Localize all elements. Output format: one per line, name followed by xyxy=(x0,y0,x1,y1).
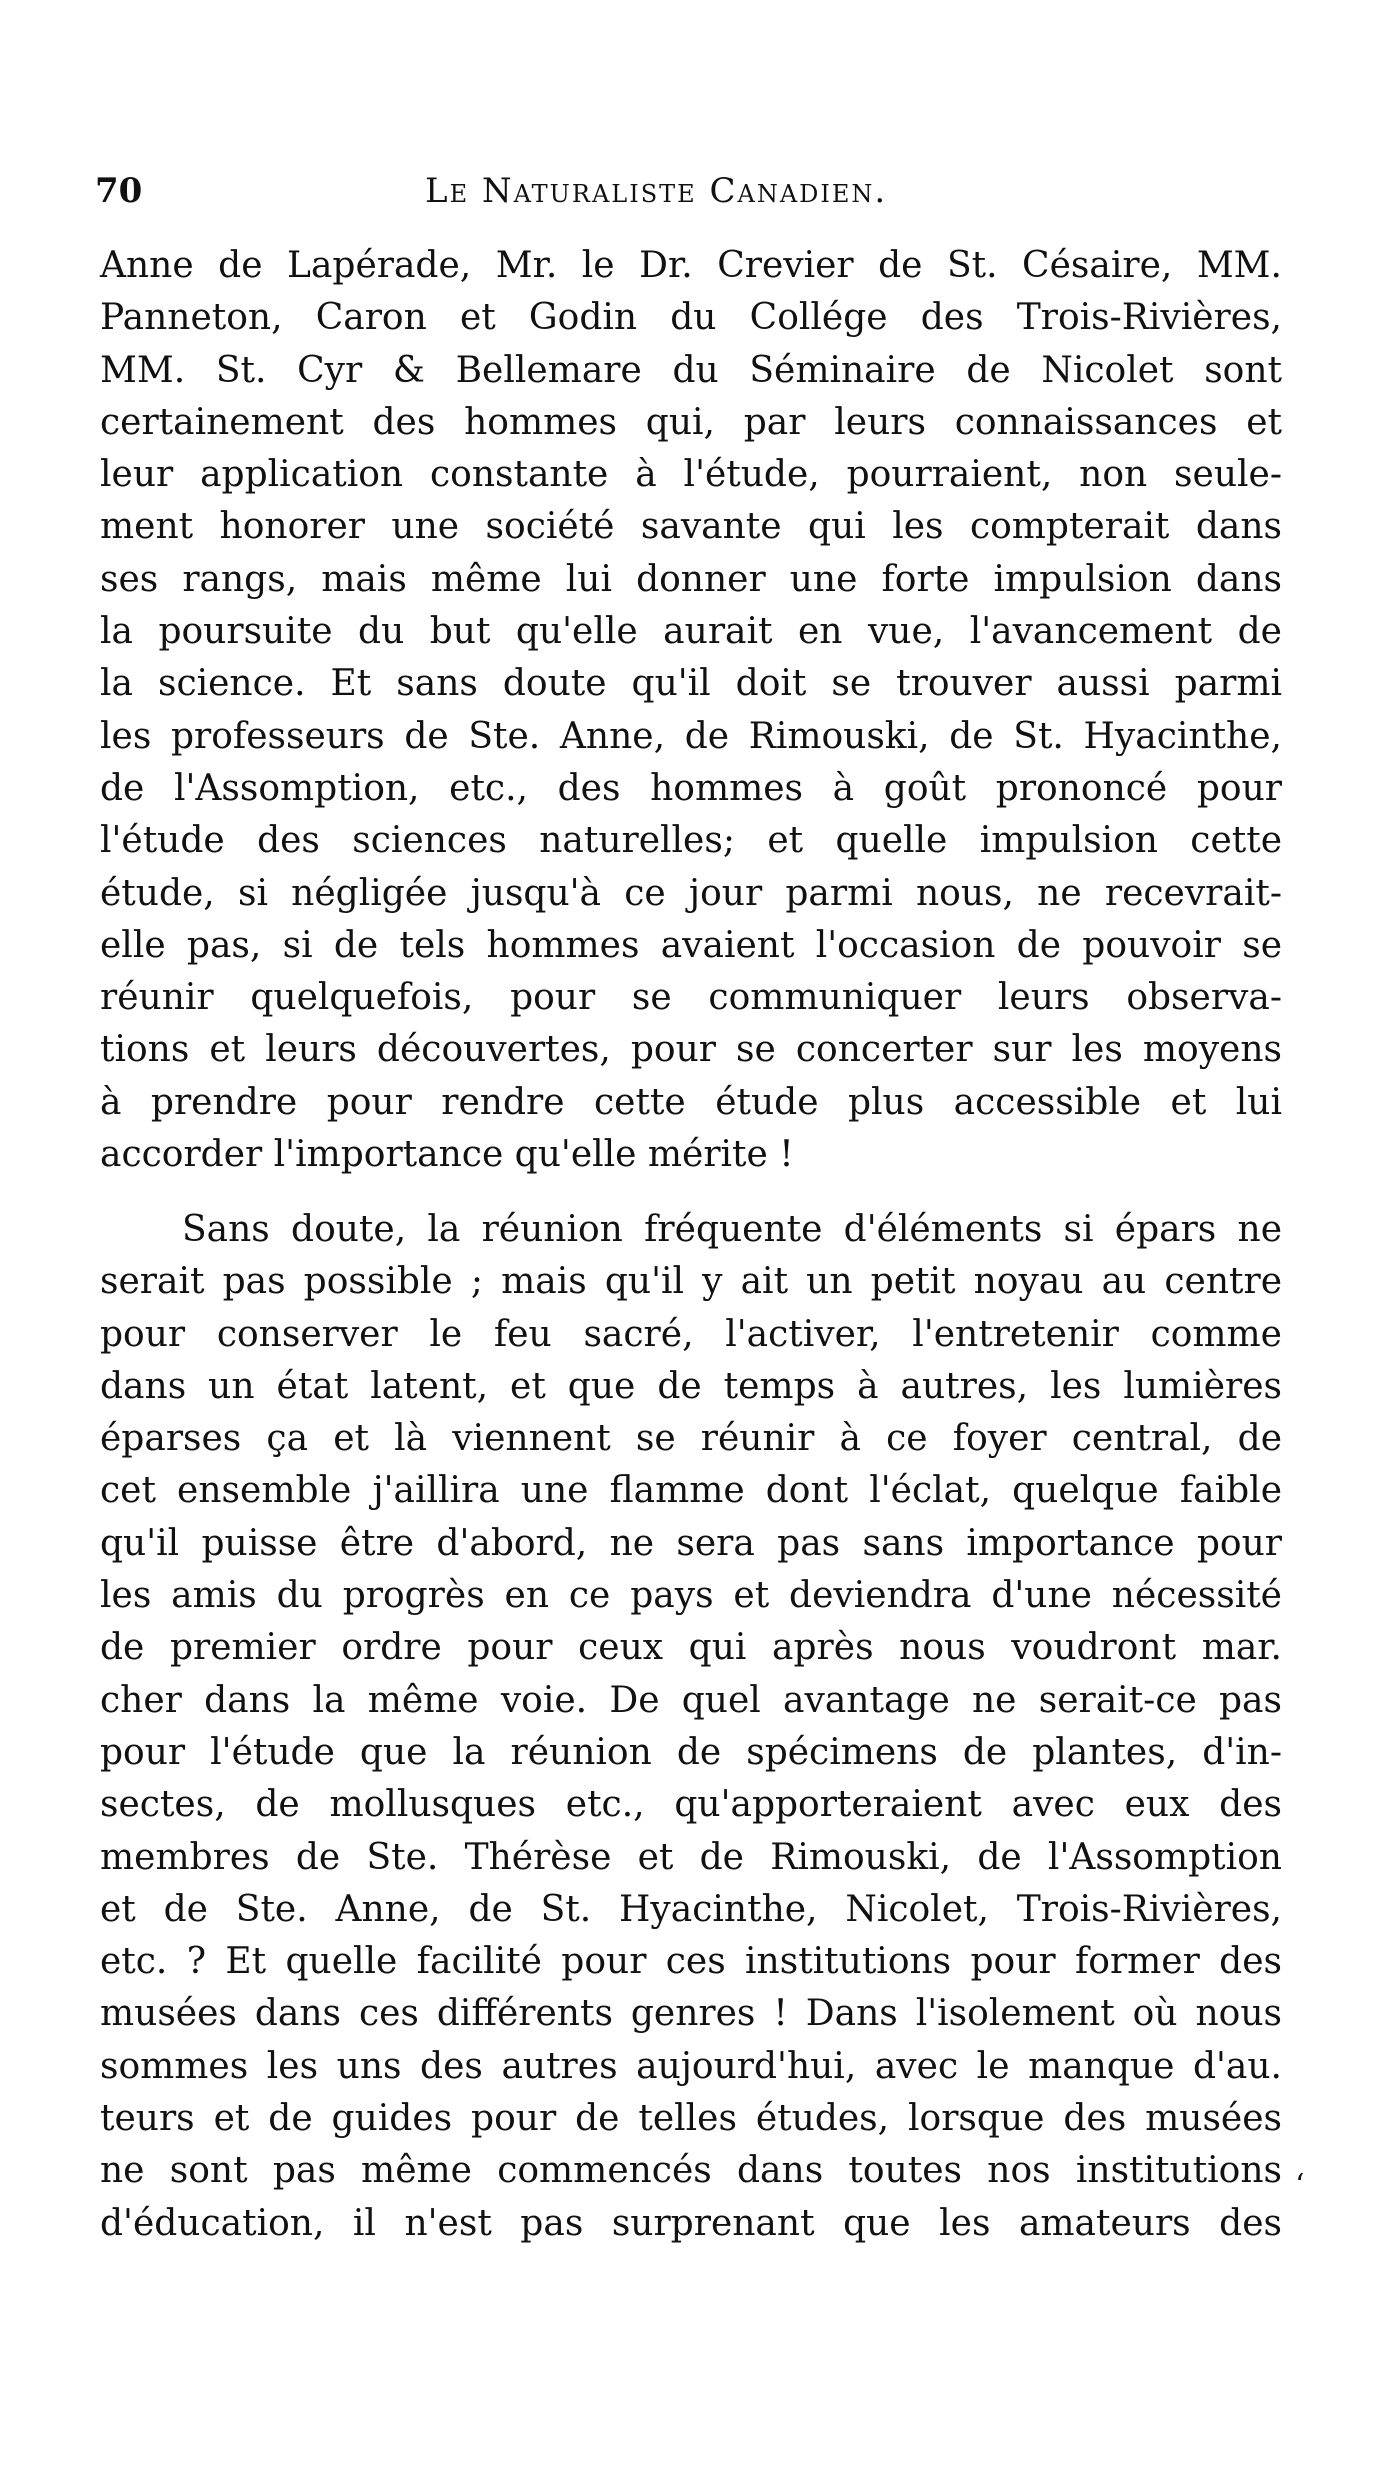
text-line: MM. St. Cyr & Bellemare du Séminaire de Nicolet sont xyxy=(100,349,1282,391)
text-line: etc. ? Et quelle facilité pour ces institutions pour former des xyxy=(100,1941,1282,1983)
running-head xyxy=(95,166,1095,216)
text-line: Panneton, Caron et Godin du Collége des Trois-Rivières, xyxy=(100,297,1282,339)
running-title: Le Naturaliste Canadien. xyxy=(425,171,888,211)
text-line: qu'il puisse être d'abord, ne sera pas sans importance pour xyxy=(100,1522,1282,1564)
text-line: les amis du progrès en ce pays et deviendra d'une nécessité xyxy=(100,1575,1282,1617)
text-line: elle pas, si de tels hommes avaient l'occasion de pouvoir se xyxy=(100,924,1282,966)
text-line: à prendre pour rendre cette étude plus accessible et lui xyxy=(100,1081,1282,1123)
margin-mark: ‘ xyxy=(1295,2168,1305,2203)
text-line: Anne de Lapérade, Mr. le Dr. Crevier de St. Césaire, MM. xyxy=(100,245,1282,286)
text-line: étude, si négligée jusqu'à ce jour parmi nous, ne recevrait- xyxy=(100,872,1282,914)
text-line: et de Ste. Anne, de St. Hyacinthe, Nicolet, Trois-Rivières, xyxy=(100,1888,1282,1930)
text-line: musées dans ces différents genres ! Dans l'isolement où nous xyxy=(100,1993,1282,2035)
text-line: cher dans la même voie. De quel avantage ne serait-ce pas xyxy=(100,1679,1282,1721)
text-line: d'éducation, il n'est pas surprenant que les amateurs des xyxy=(100,2202,1282,2244)
text-line: de premier ordre pour ceux qui après nous voudront mar. xyxy=(100,1627,1282,1669)
text-line: certainement des hommes qui, par leurs connaissances et xyxy=(100,401,1282,443)
text-line: dans un état latent, et que de temps à autres, les lumières xyxy=(100,1365,1282,1407)
text-line: ment honorer une société savante qui les compterait dans xyxy=(100,506,1282,548)
text-line: les professeurs de Ste. Anne, de Rimouski, de St. Hyacinthe, xyxy=(100,715,1282,757)
paragraph-1 xyxy=(100,240,1282,1181)
text-line: membres de Ste. Thérèse et de Rimouski, de l'Assomption xyxy=(100,1836,1282,1878)
text-line: Sans doute, la réunion fréquente d'éléments si épars ne xyxy=(182,1209,1282,1250)
text-line: pour conserver le feu sacré, l'activer, l'entretenir comme xyxy=(100,1313,1282,1355)
text-line: éparses ça et là viennent se réunir à ce foyer central, de xyxy=(100,1418,1282,1460)
text-line: l'étude des sciences naturelles; et quelle impulsion cette xyxy=(100,820,1282,862)
text-line: sommes les uns des autres aujourd'hui, avec le manque d'au. xyxy=(100,2045,1282,2087)
text-line: ses rangs, mais même lui donner une forte impulsion dans xyxy=(100,558,1282,600)
text-line: ne sont pas même commencés dans toutes nos institutions xyxy=(100,2150,1282,2192)
text-line: de l'Assomption, etc., des hommes à goût prononcé pour xyxy=(100,767,1282,809)
text-line: cet ensemble j'aillira une flamme dont l'éclat, quelque faible xyxy=(100,1470,1282,1512)
text-line: la science. Et sans doute qu'il doit se trouver aussi parmi xyxy=(100,663,1282,705)
text-line: réunir quelquefois, pour se communiquer leurs observa- xyxy=(100,977,1282,1019)
text-line: pour l'étude que la réunion de spécimens de plantes, d'in- xyxy=(100,1731,1282,1773)
text-line: teurs et de guides pour de telles études, lorsque des musées xyxy=(100,2098,1282,2140)
text-line: accorder l'importance qu'elle mérite ! xyxy=(100,1134,794,1176)
text-line: la poursuite du but qu'elle aurait en vue, l'avancement de xyxy=(100,611,1282,653)
text-line: leur application constante à l'étude, pourraient, non seule- xyxy=(100,454,1282,496)
text-line: tions et leurs découvertes, pour se concerter sur les moyens xyxy=(100,1029,1282,1071)
text-line: sectes, de mollusques etc., qu'apporteraient avec eux des xyxy=(100,1784,1282,1826)
text-line: serait pas possible ; mais qu'il y ait un petit noyau au centre xyxy=(100,1261,1282,1303)
page-number: 70 xyxy=(95,171,143,211)
paragraph-2 xyxy=(100,1204,1282,2250)
